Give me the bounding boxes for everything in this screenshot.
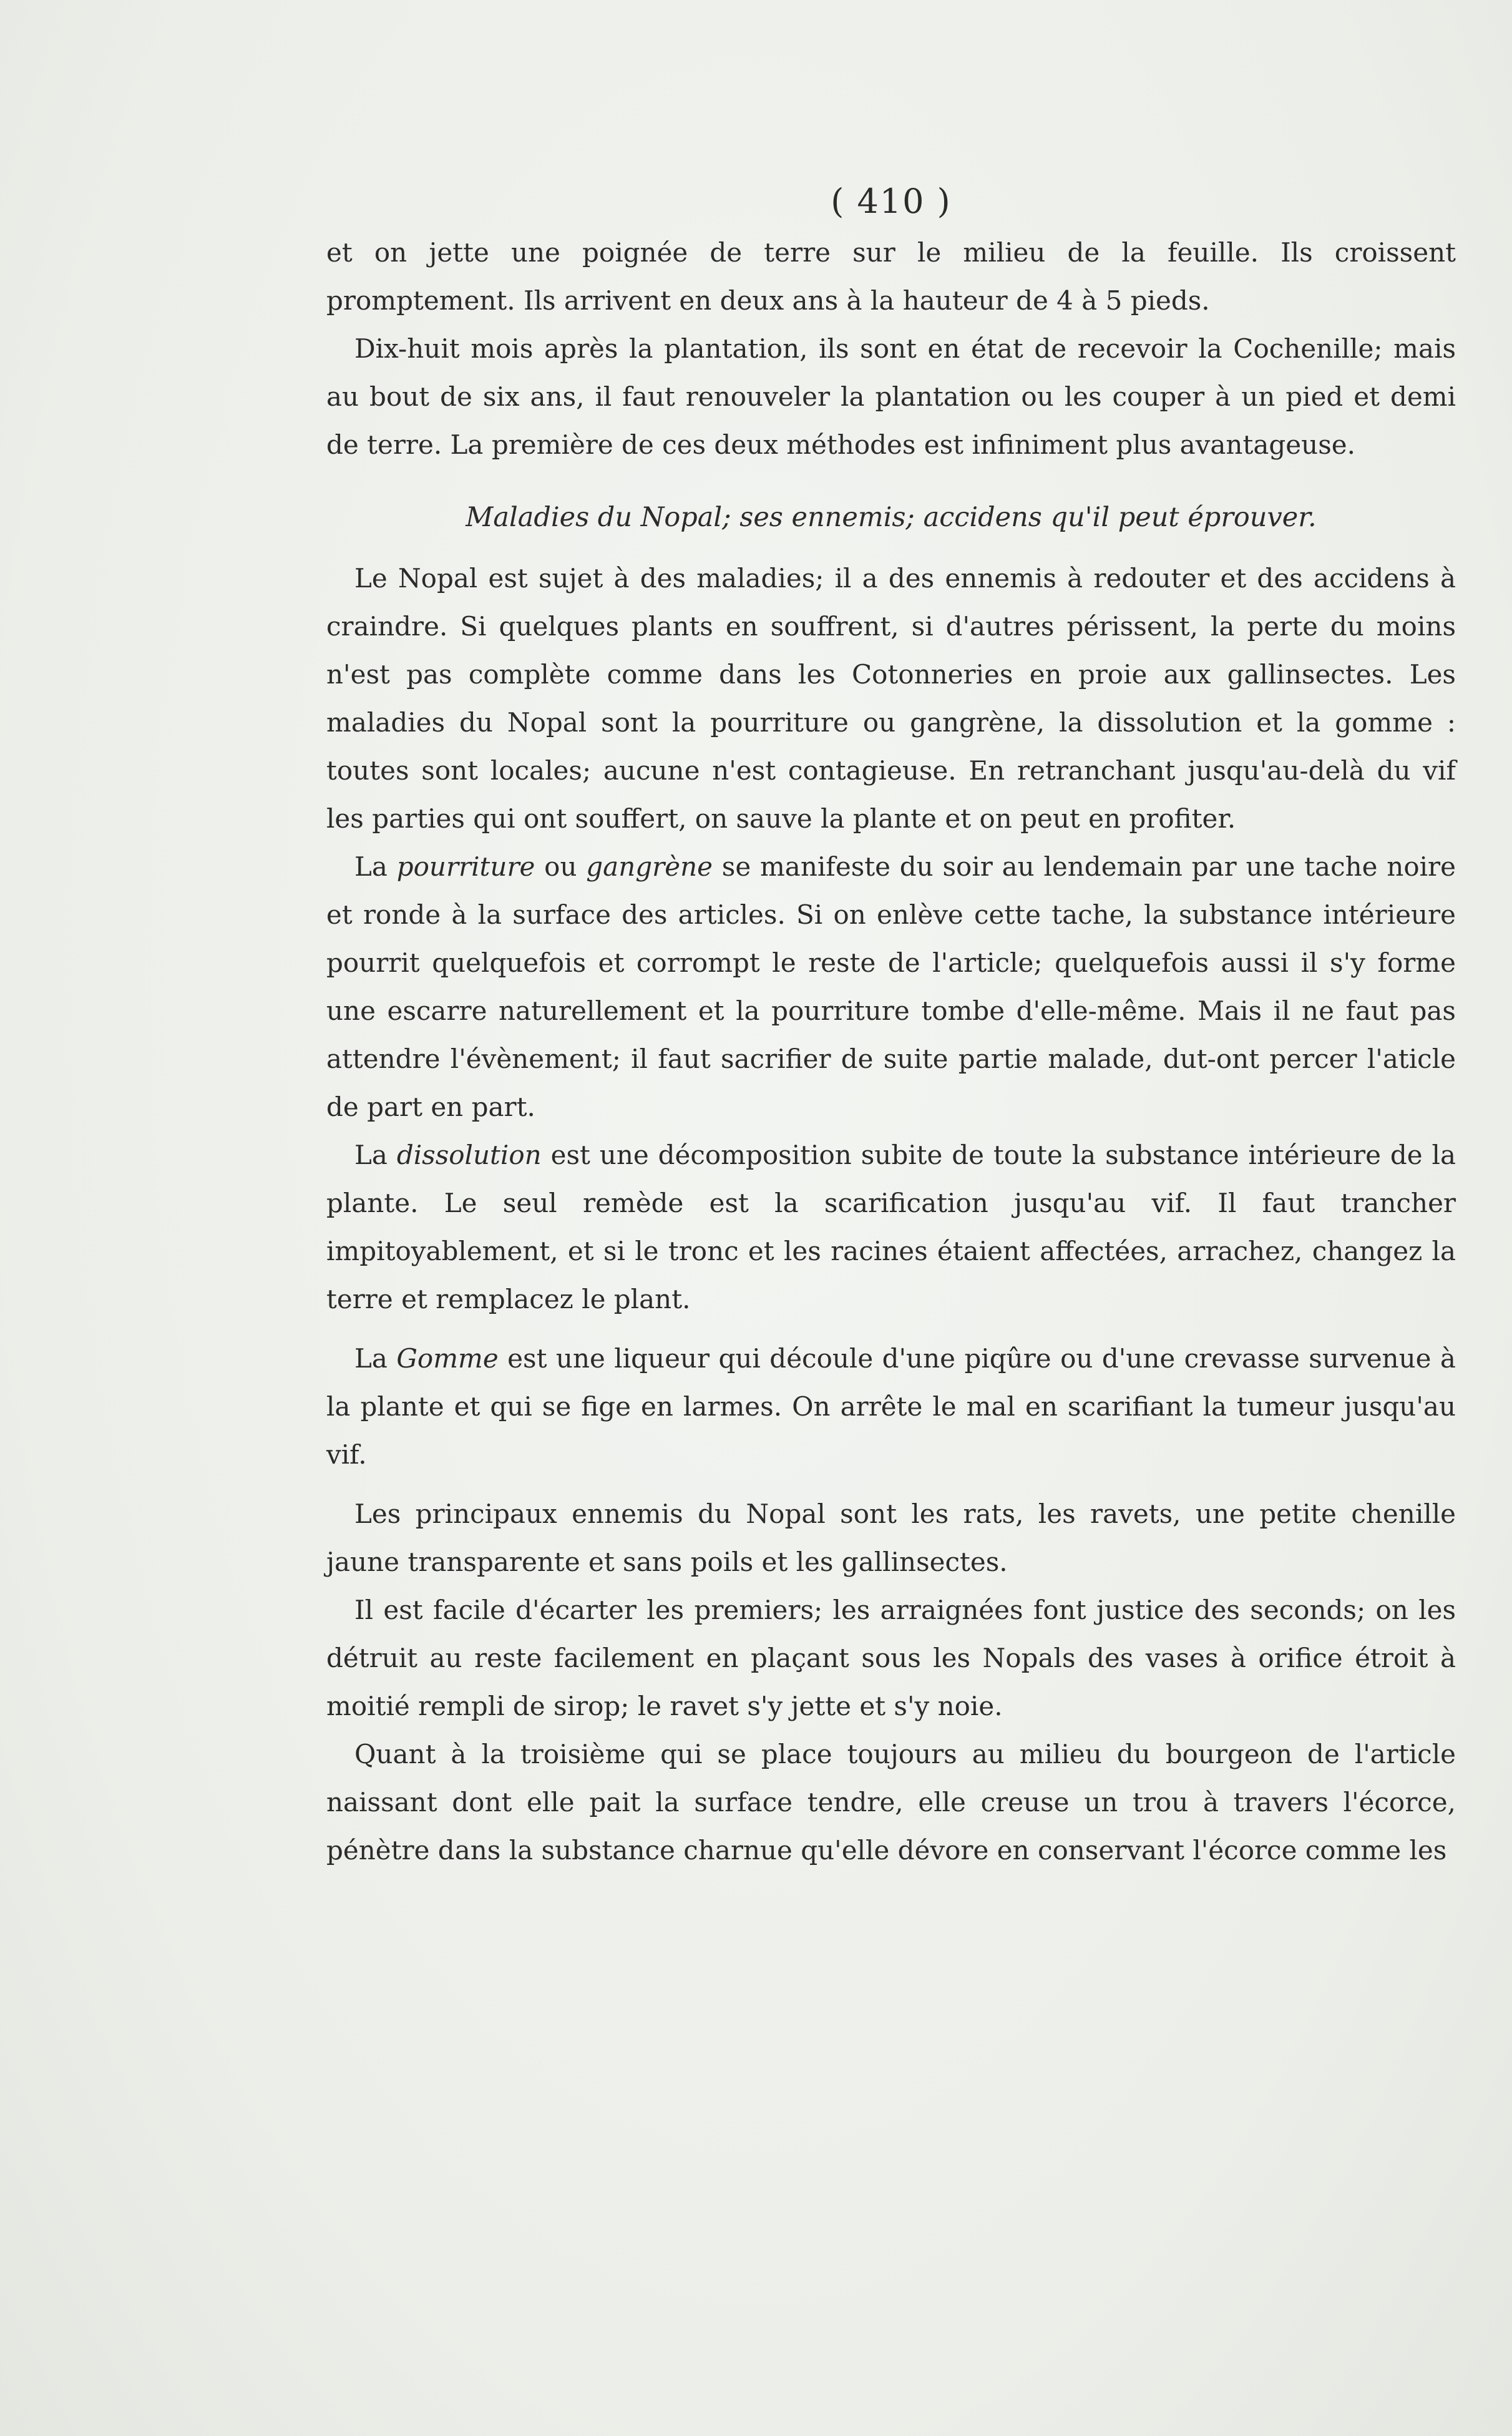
paragraph-enemies: Les principaux ennemis du Nopal sont les rats, les ravets, une petite chenille jaune transparente et sans poils et les gallinsectes. <box>326 1499 1456 1577</box>
paragraph-body: se manifeste du soir au lendemain par une tache noire et ronde à la surface des articles. Si on enlève cette tache, la substance intérieure pourrit quelquefois et corrompt le reste de l'article; quelquefois aussi il s'y forme une escarre naturellement et la pourriture tombe d'elle-même. Mais il ne faut pas attendre l'évènement; il faut sacrifier de suite partie malade, dut-ont percer l'aticle de part en part. <box>326 851 1456 1122</box>
section-heading: Maladies du Nopal; ses ennemis; accidens qu'il peut éprouver. <box>466 502 1317 533</box>
term-gangrene: gangrène <box>586 851 713 882</box>
paragraph-continuation: et on jette une poignée de terre sur le milieu de la feuille. Ils croissent promptement. Ils arrivent en deux ans à la hauteur de 4 à 5 pieds. <box>326 237 1456 316</box>
page-text <box>326 175 1456 1874</box>
paragraph-body: est une liqueur qui découle d'une piqûre ou d'une crevasse survenue à la plante et qui se fige en larmes. On arrête le mal en scarifiant la tumeur jusqu'au vif. <box>326 1343 1456 1470</box>
paragraph-gomme <box>326 1334 1456 1479</box>
paragraph-chenille: Quant à la troisième qui se place toujours au milieu du bourgeon de l'article naissant dont elle pait la surface tendre, elle creuse un trou à travers l'écorce, pénètre dans la substance charnue qu'elle dévore en conservant l'écorce comme les <box>326 1739 1456 1866</box>
paragraph-rats-ravets: Il est facile d'écarter les premiers; les arraignées font justice des seconds; on les détruit au reste facilement en plaçant sous les Nopals des vases à orifice étroit à moitié rempli de sirop; le ravet s'y jette et s'y noie. <box>326 1595 1456 1721</box>
page-number: ( 410 ) <box>831 182 952 221</box>
paragraph-lead: La <box>354 1343 388 1374</box>
paragraph-diseases-intro: Le Nopal est sujet à des maladies; il a des ennemis à redouter et des accidens à craindre. Si quelques plants en souffrent, si d'autres périssent, la perte du moins n'est pas complète comme dans les Cotonneries en proie aux gallinsectes. Les maladies du Nopal sont la pourriture ou gangrène, la dissolution et la gomme : toutes sont locales; aucune n'est contagieuse. En retranchant jusqu'au-delà du vif les parties qui ont souffert, on sauve la plante et on peut en profiter. <box>326 563 1456 834</box>
paragraph-connector: ou <box>544 851 577 882</box>
paragraph-lead: La <box>354 851 388 882</box>
term-gomme: Gomme <box>396 1343 499 1374</box>
paragraph-lead: La <box>354 1140 388 1170</box>
paragraph-pourriture <box>326 843 1456 1131</box>
paragraph-dissolution <box>326 1131 1456 1323</box>
paragraph-body: est une décomposition subite de toute la substance intérieure de la plante. Le seul remède est la scarification jusqu'au vif. Il faut trancher impitoyablement, et si le tronc et les racines étaient affectées, arrachez, changez la terre et remplacez le plant. <box>326 1140 1456 1314</box>
term-pourriture: pourriture <box>396 851 535 882</box>
paragraph-plantation-timing: Dix-huit mois après la plantation, ils sont en état de recevoir la Cochenille; mais au bout de six ans, il faut renouveler la plantation ou les couper à un pied et demi de terre. La première de ces deux méthodes est infiniment plus avantageuse. <box>326 333 1456 460</box>
term-dissolution: dissolution <box>396 1140 542 1170</box>
